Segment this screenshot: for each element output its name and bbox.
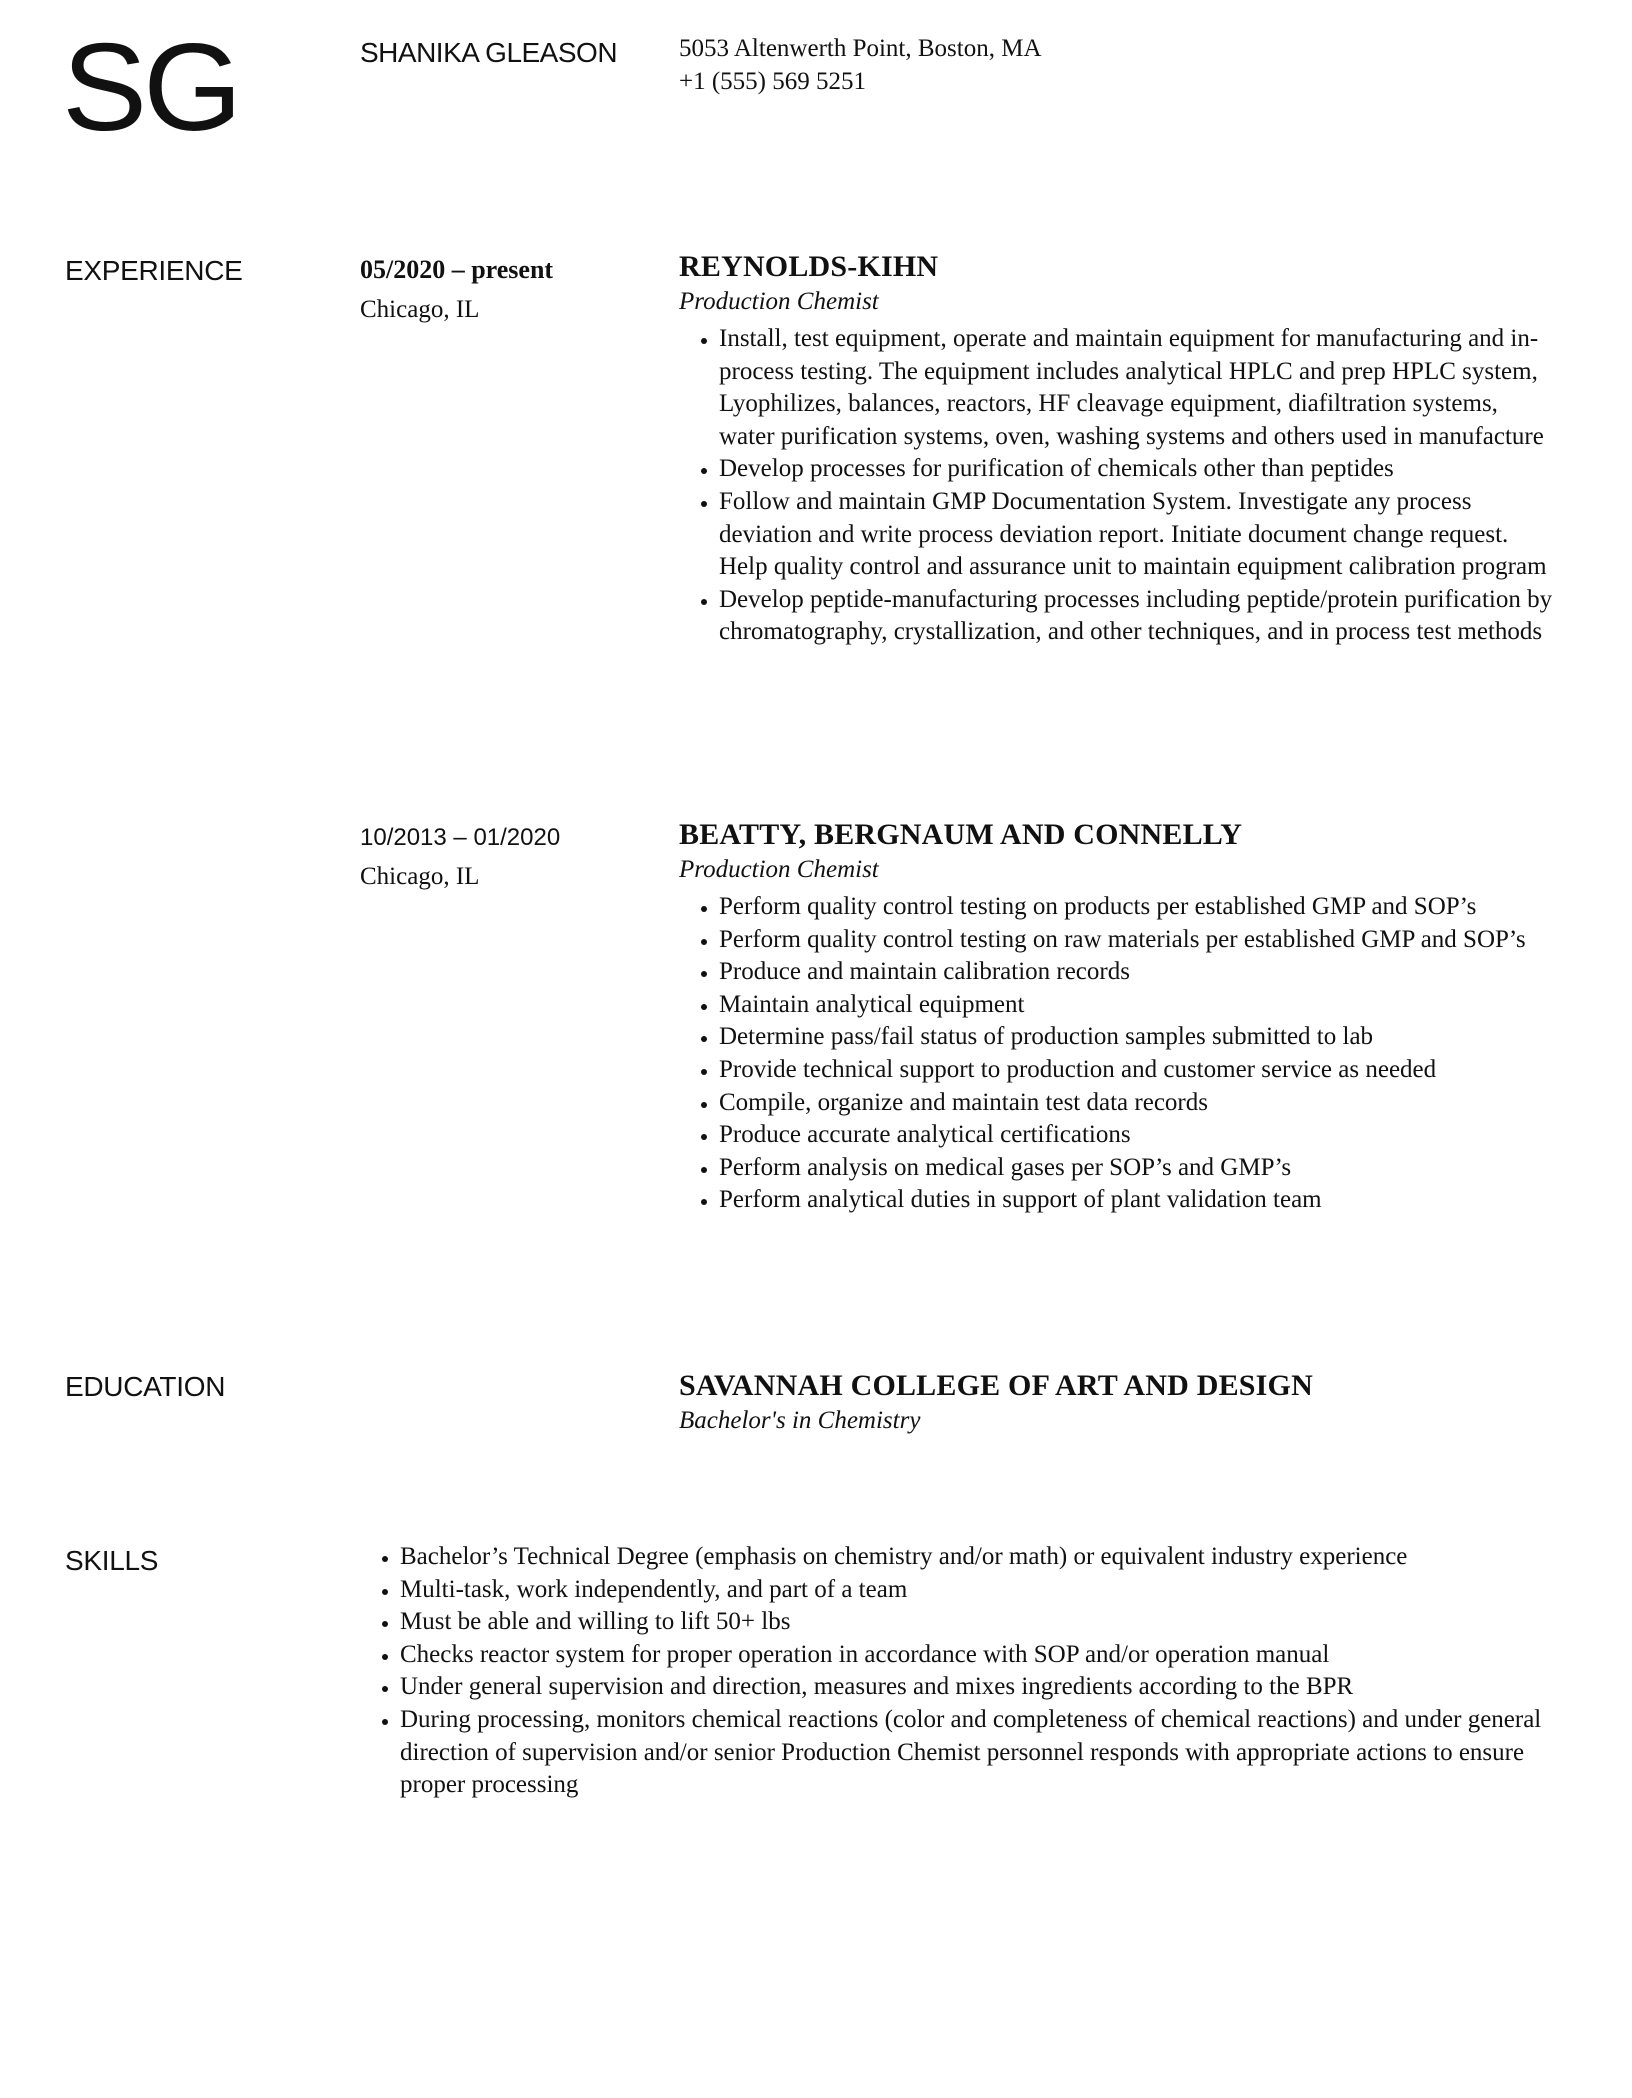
- skill-item: • Multi-task, work independently, and part of a team: [400, 1574, 1560, 1607]
- bullet-item: • Maintain analytical equipment: [719, 989, 1559, 1022]
- bullet-item: • Develop processes for purification of chemicals other than peptides: [719, 453, 1559, 486]
- section-label-skills: SKILLS: [65, 1545, 159, 1576]
- job-title: Production Chemist: [679, 856, 879, 883]
- job-meta-2: [360, 818, 560, 896]
- skills-list-container: [360, 1541, 1560, 1802]
- monogram: SG: [62, 19, 239, 157]
- job-entry-1: [679, 249, 1559, 649]
- company-name: REYNOLDS-KIHN: [679, 250, 939, 283]
- bullet-item: • Provide technical support to production and customer service as needed: [719, 1054, 1559, 1087]
- section-label-education: EDUCATION: [65, 1371, 226, 1402]
- skills-list: [360, 1541, 1560, 1802]
- job-meta-1: [360, 250, 553, 329]
- job-location: Chicago, IL: [360, 863, 480, 890]
- skill-item: • Bachelor’s Technical Degree (emphasis on chemistry and/or math) or equivalent industry experience: [400, 1541, 1560, 1574]
- job-dates: [360, 250, 553, 290]
- bullet-item: • Produce and maintain calibration records: [719, 956, 1559, 989]
- degree: Bachelor's in Chemistry: [679, 1407, 921, 1434]
- education-entry: [679, 1368, 1559, 1442]
- bullet-item: • Perform analysis on medical gases per SOP’s and GMP’s: [719, 1152, 1559, 1185]
- bullet-item: • Perform quality control testing on products per established GMP and SOP’s: [719, 891, 1559, 924]
- bullet-item: • Produce accurate analytical certifications: [719, 1119, 1559, 1152]
- job-bullets: [679, 323, 1559, 649]
- skill-item: • Must be able and willing to lift 50+ lbs: [400, 1606, 1560, 1639]
- address: 5053 Altenwerth Point, Boston, MA: [679, 35, 1042, 62]
- contact-info: [679, 32, 1042, 98]
- skill-item: • Checks reactor system for proper operation in accordance with SOP and/or operation manual: [400, 1639, 1560, 1672]
- job-title: Production Chemist: [679, 288, 879, 315]
- job-dates-text: 05/2020 – present: [360, 255, 554, 284]
- school-name: SAVANNAH COLLEGE OF ART AND DESIGN: [679, 1369, 1313, 1402]
- job-bullets: [679, 891, 1559, 1217]
- job-dates: 10/2013 – 01/2020: [360, 824, 561, 851]
- bullet-item: • Perform analytical duties in support of plant validation team: [719, 1184, 1559, 1217]
- bullet-item: • Determine pass/fail status of production samples submitted to lab: [719, 1021, 1559, 1054]
- bullet-item: • Install, test equipment, operate and maintain equipment for manufacturing and in-process testing. The equipment includes analytical HPLC and prep HPLC system, Lyophilizes, balances, reactors, HF cleavage equipment, diafiltration systems, water purification systems, oven, washing systems and others used in manufacture: [719, 323, 1559, 453]
- bullet-item: • Perform quality control testing on raw materials per established GMP and SOP’s: [719, 924, 1559, 957]
- candidate-name: SHANIKA GLEASON: [360, 37, 618, 68]
- skill-item: • Under general supervision and direction, measures and mixes ingredients according to the BPR: [400, 1671, 1560, 1704]
- bullet-item: • Compile, organize and maintain test data records: [719, 1087, 1559, 1120]
- bullet-item: • Follow and maintain GMP Documentation System. Investigate any process deviation and write process deviation report. Initiate document change request. Help quality control and assurance unit to maintain equipment calibration program: [719, 486, 1559, 584]
- skill-item: • During processing, monitors chemical reactions (color and completeness of chemical reactions) and under general direction of supervision and/or senior Production Chemist personnel responds with appropriate actions to ensure proper processing: [400, 1704, 1560, 1802]
- phone: +1 (555) 569 5251: [679, 68, 866, 95]
- job-location: Chicago, IL: [360, 296, 480, 323]
- job-entry-2: [679, 817, 1559, 1217]
- company-name: BEATTY, BERGNAUM AND CONNELLY: [679, 818, 1243, 851]
- section-label-experience: EXPERIENCE: [65, 255, 243, 286]
- bullet-item: • Develop peptide-manufacturing processes including peptide/protein purification by chromatography, crystallization, and other techniques, and in process test methods: [719, 584, 1559, 649]
